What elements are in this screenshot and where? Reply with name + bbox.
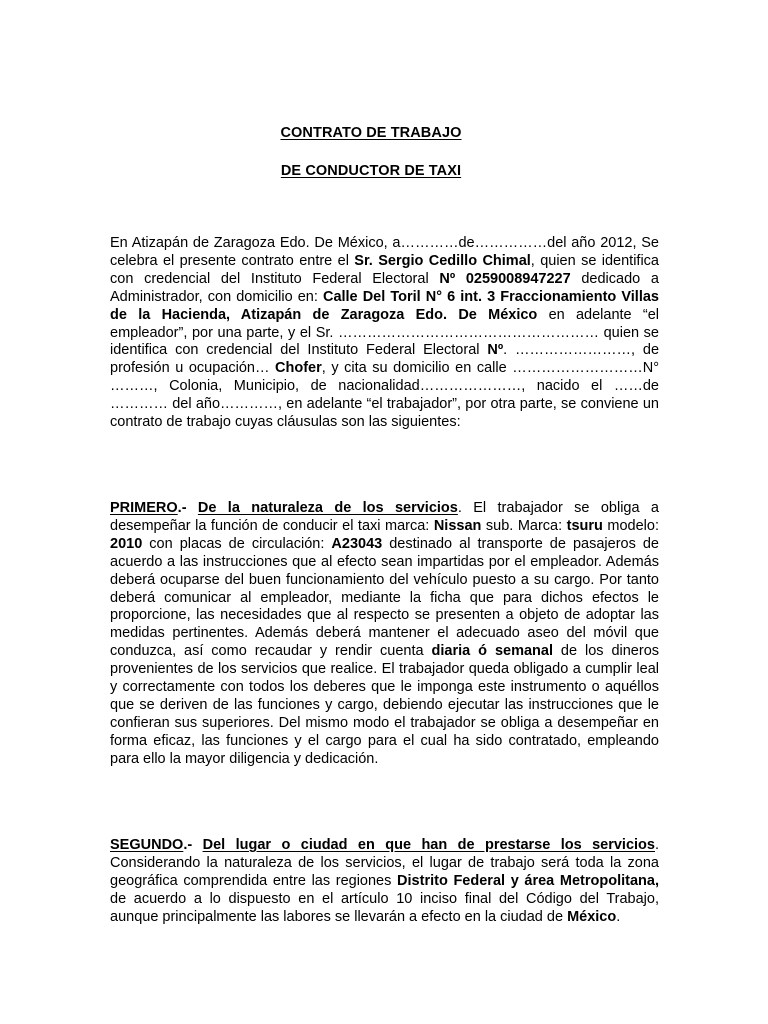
clause-text: . El trabajador se obliga a desempeñar la función de conducir el taxi marca: <box>110 500 659 534</box>
worker-id-label: Nº <box>487 342 504 359</box>
intro-text: . ……………………, de profesión u ocupación… <box>110 342 660 377</box>
intro-text: , quien se identifica con credencial del Instituto Federal Electoral <box>110 252 659 287</box>
vehicle-sub-brand: tsuru <box>566 517 603 534</box>
vehicle-brand: Nissan <box>433 517 482 534</box>
employer-address: Calle Del Toril N° 6 int. 3 Fraccionamiento Villas de la Hacienda, Atizapán de Zaragoza Edo. De México <box>110 288 659 323</box>
report-frequency: diaria ó semanal <box>431 643 553 660</box>
vehicle-plates: A23043 <box>331 535 383 552</box>
clause-primero-label: PRIMERO <box>110 500 178 516</box>
clause-primero <box>110 500 659 769</box>
clause-text: de los dineros provenientes de los servicios que realice. El trabajador queda obligado a cumplir leal y correctamente con todos los deberes que le imponga este instrumento o aquéllos que se deriven de las funciones y cargo, debiendo ejecutar las instrucciones que le confieran sus superiores. Del mismo modo el trabajador se obliga a desempeñar en forma eficaz, las funciones y el cargo para el cual ha sido contratado, empleando para ello la mayor diligencia y dedicación. <box>110 643 660 767</box>
clause-text: sub. Marca: <box>481 517 567 534</box>
clause-segundo-label: SEGUNDO <box>110 837 184 853</box>
clause-segundo <box>110 837 659 927</box>
clause-text: destinado al transporte de pasajeros de acuerdo a las instrucciones que al efecto sean impartidas por el empleador. Además deberá ocuparse del buen funcionamiento del vehículo puesto a su cargo. Por tanto deberá comunicar al empleador, mediante la ficha que para dichos efectos le proporcione, las necesidades que al respecto se presenten a objeto de adoptar las medidas pertinentes. Además deberá mantener el adecuado aseo del móvil que conduzca, así como recaudar y rendir cuenta <box>110 535 660 660</box>
clause-primero-heading: De la naturaleza de los servicios <box>197 500 458 516</box>
document-subtitle: DE CONDUCTOR DE TAXI <box>280 163 462 179</box>
clause-segundo-heading: Del lugar o ciudad en que han de prestarse los servicios <box>202 837 655 853</box>
clause-text: . Considerando la naturaleza de los servicios, el lugar de trabajo será toda la zona geográfica comprendida entre las regiones <box>110 837 659 889</box>
clause-primero-dash: .- <box>177 500 198 516</box>
employer-name: Sr. Sergio Cedillo Chimal <box>354 252 531 269</box>
vehicle-model: 2010 <box>110 535 143 552</box>
work-city: México <box>567 908 617 925</box>
clause-text: . <box>616 908 621 925</box>
employer-id-number: Nº 0259008947227 <box>439 270 571 287</box>
document-title: CONTRATO DE TRABAJO <box>280 125 462 141</box>
intro-text: En Atizapán de Zaragoza Edo. De México, a…………de……………del año 2012, Se celebra el presente contrato entre el <box>110 235 659 269</box>
clause-text: modelo: <box>602 517 659 534</box>
intro-paragraph <box>110 235 659 432</box>
work-regions: Distrito Federal y área Metropolitana, <box>397 872 659 889</box>
intro-text: , y cita su domicilio en calle ………………………N° ………, Colonia, Municipio, de nacionalidad…………………, nacido el ……de ………… del año…………, en adelante “el trabajador”, por otra parte, se conviene un contrato de trabajo cuyas cláusulas son las siguientes: <box>110 360 660 431</box>
worker-occupation: Chofer <box>275 360 322 377</box>
clause-text: con placas de circulación: <box>142 535 332 552</box>
clause-text: de acuerdo a lo dispuesto en el artículo 10 inciso final del Código del Trabajo, aunque principalmente las labores se llevarán a efecto en la ciudad de <box>110 890 659 925</box>
intro-text: en adelante “el empleador”, por una parte, y el Sr. ……………………………………………… quien se identifica con credencial del Instituto Federal Electoral <box>110 306 660 359</box>
intro-text: dedicado a Administrador, con domicilio en: <box>110 270 659 305</box>
clause-segundo-dash: .- <box>183 837 203 853</box>
